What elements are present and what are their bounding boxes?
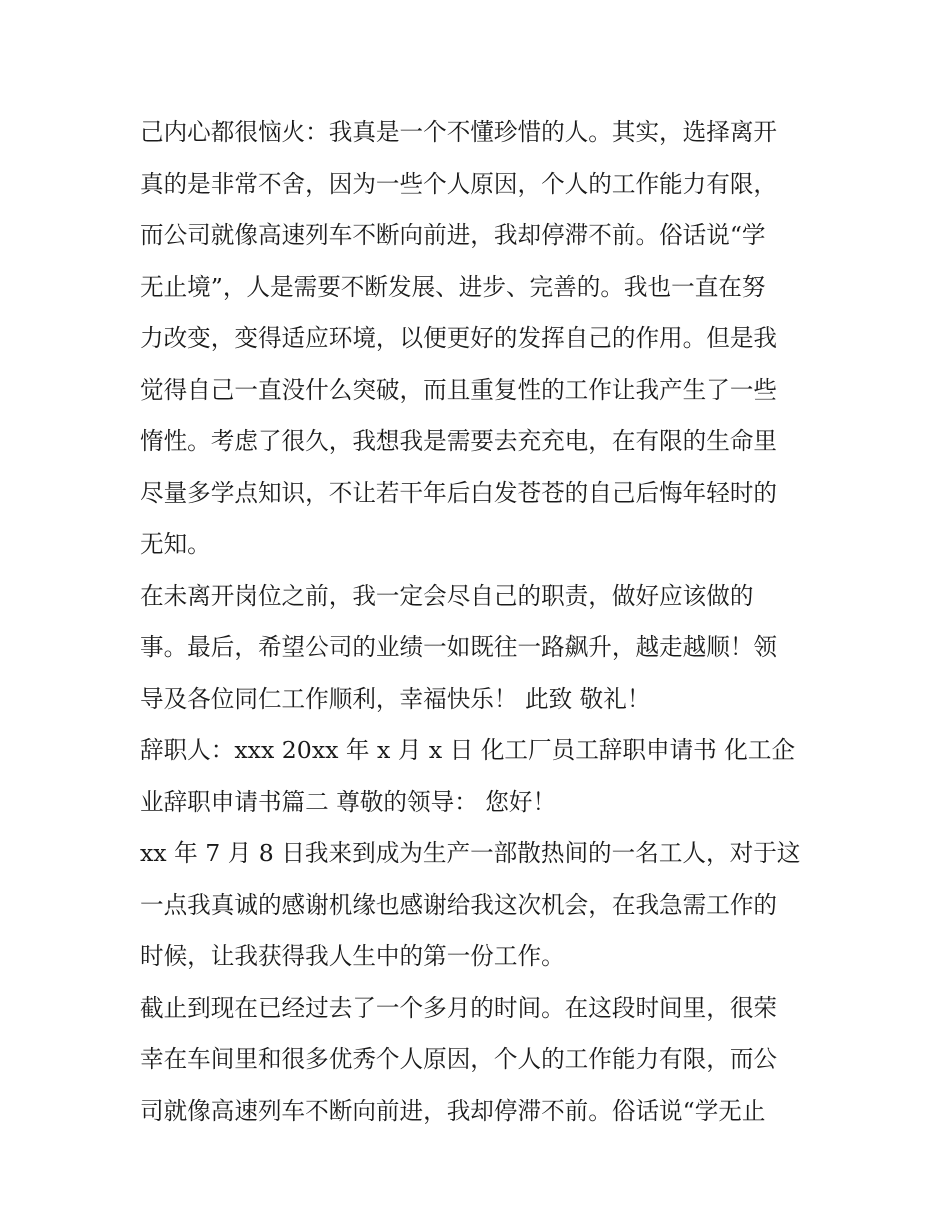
text-line: 导及各位同仁工作顺利，幸福快乐！ 此致 敬礼！ — [140, 684, 651, 713]
text-line: 在未离开岗位之前，我一定会尽自己的职责，做好应该做的 — [140, 581, 754, 610]
text-line: 业辞职申请书篇二 尊敬的领导： 您好！ — [140, 787, 557, 816]
text-line: 真的是非常不舍，因为一些个人原因，个人的工作能力有限， — [140, 169, 778, 198]
text-line: 尽量多学点知识，不让若干年后白发苍苍的自己后悔年轻时的 — [140, 478, 778, 507]
text-line: 惰性。考虑了很久，我想我是需要去充充电，在有限的生命里 — [140, 427, 778, 455]
text-line: 幸在车间里和很多优秀个人原因，个人的工作能力有限，而公 — [140, 1045, 778, 1073]
text-line: 己内心都很恼火：我真是一个不懂珍惜的人。其实，选择离开 — [140, 118, 778, 146]
text-line: 时候，让我获得我人生中的第一份工作。 — [140, 942, 565, 970]
text-line: xx 年 7 月 8 日我来到成为生产一部散热间的一名工人，对于这 — [140, 839, 801, 867]
text-line: 司就像高速列车不断向前进，我却停滞不前。俗话说“学无止 — [140, 1096, 766, 1125]
text-line: 而公司就像高速列车不断向前进，我却停滞不前。俗话说“学 — [140, 221, 766, 249]
text-line: 截止到现在已经过去了一个多月的时间。在这段时间里，很荣 — [140, 993, 778, 1022]
text-line: 一点我真诚的感谢机缘也感谢给我这次机会，在我急需工作的 — [140, 890, 778, 919]
text-line: 觉得自己一直没什么突破，而且重复性的工作让我产生了一些 — [140, 375, 778, 404]
text-line: 力改变，变得适应环境，以便更好的发挥自己的作用。但是我 — [140, 324, 778, 352]
text-line: 事。最后，希望公司的业绩一如既往一路飙升，越走越顺！领 — [140, 633, 778, 661]
text-line: 无知。 — [140, 530, 211, 558]
document-body — [140, 107, 820, 1137]
text-line: 无止境”，人是需要不断发展、进步、完善的。我也一直在努 — [140, 272, 766, 301]
text-line: 辞职人：xxx 20xx 年 x 月 x 日 化工厂员工辞职申请书 化工企 — [140, 736, 796, 764]
